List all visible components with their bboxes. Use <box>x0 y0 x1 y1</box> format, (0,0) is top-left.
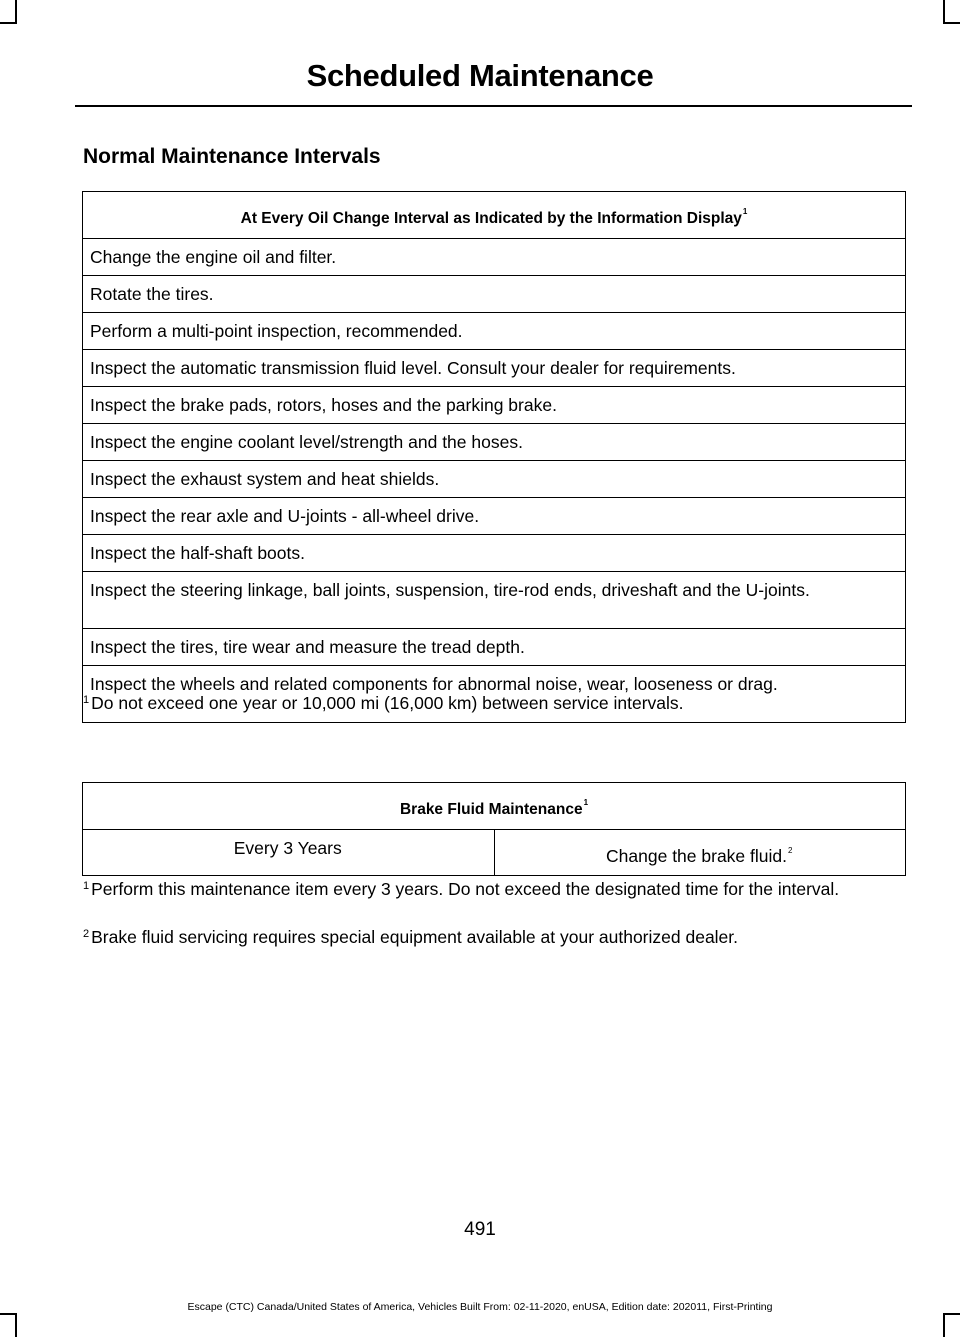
footnote-ref: 1 <box>583 798 589 807</box>
table-row: Inspect the automatic transmission fluid level. Consult your dealer for requirements. <box>83 350 906 387</box>
table-row: Inspect the engine coolant level/strength and the hoses. <box>83 424 906 461</box>
footnote-text: Perform this maintenance item every 3 years. Do not exceed the designated time for the interval. <box>91 879 840 899</box>
table-row: Rotate the tires. <box>83 276 906 313</box>
table-row: Inspect the wheels and related components for abnormal noise, wear, looseness or drag. <box>83 666 906 723</box>
crop-mark <box>943 22 960 24</box>
footnote-number: 2 <box>83 928 90 940</box>
oil-change-interval-table <box>82 191 906 723</box>
brake-action-cell <box>494 830 906 876</box>
oil-table-footnote <box>83 693 913 713</box>
brake-interval-cell: Every 3 Years <box>83 830 495 876</box>
footnote-number: 1 <box>83 694 90 706</box>
footer-edition-text: Escape (CTC) Canada/United States of America, Vehicles Built From: 02-11-2020, enUSA, Edition date: 202011, First-Printing <box>187 1301 773 1313</box>
table-row: Inspect the tires, tire wear and measure the tread depth. <box>83 629 906 666</box>
table-row: Inspect the steering linkage, ball joints, suspension, tire-rod ends, driveshaft and the U-joints. <box>83 572 906 629</box>
footnote-ref: 1 <box>742 207 748 216</box>
oil-table-header <box>83 192 906 239</box>
footnote-ref: 2 <box>788 846 793 855</box>
crop-mark <box>943 1313 945 1337</box>
crop-mark <box>0 1313 17 1315</box>
brake-table-footnote <box>83 927 913 947</box>
brake-table-header-text: Brake Fluid Maintenance <box>399 801 583 818</box>
table-row: Inspect the exhaust system and heat shields. <box>83 461 906 498</box>
table-row: Inspect the rear axle and U-joints - all-wheel drive. <box>83 498 906 535</box>
table-row: Inspect the brake pads, rotors, hoses and the parking brake. <box>83 387 906 424</box>
crop-mark <box>15 1313 17 1337</box>
footnote-number: 1 <box>83 880 90 892</box>
crop-mark <box>15 0 17 24</box>
table-row: Inspect the half-shaft boots. <box>83 535 906 572</box>
brake-table-footnote <box>83 879 913 899</box>
table-row: Perform a multi-point inspection, recommended. <box>83 313 906 350</box>
brake-action-text: Change the brake fluid. <box>606 846 787 866</box>
footnote-text: Do not exceed one year or 10,000 mi (16,000 km) between service intervals. <box>91 693 684 713</box>
page-title: Scheduled Maintenance <box>306 58 654 93</box>
section-heading: Normal Maintenance Intervals <box>83 145 381 168</box>
page-number: 491 <box>464 1219 496 1240</box>
crop-mark <box>0 22 17 24</box>
brake-fluid-table <box>82 782 906 876</box>
header-divider <box>75 105 912 107</box>
table-row: Change the engine oil and filter. <box>83 239 906 276</box>
brake-table-header <box>83 783 906 830</box>
footnote-text: Brake fluid servicing requires special equipment available at your authorized dealer. <box>91 927 739 947</box>
oil-table-header-text: At Every Oil Change Interval as Indicated by the Information Display <box>240 210 742 227</box>
crop-mark <box>943 0 945 24</box>
crop-mark <box>943 1313 960 1315</box>
